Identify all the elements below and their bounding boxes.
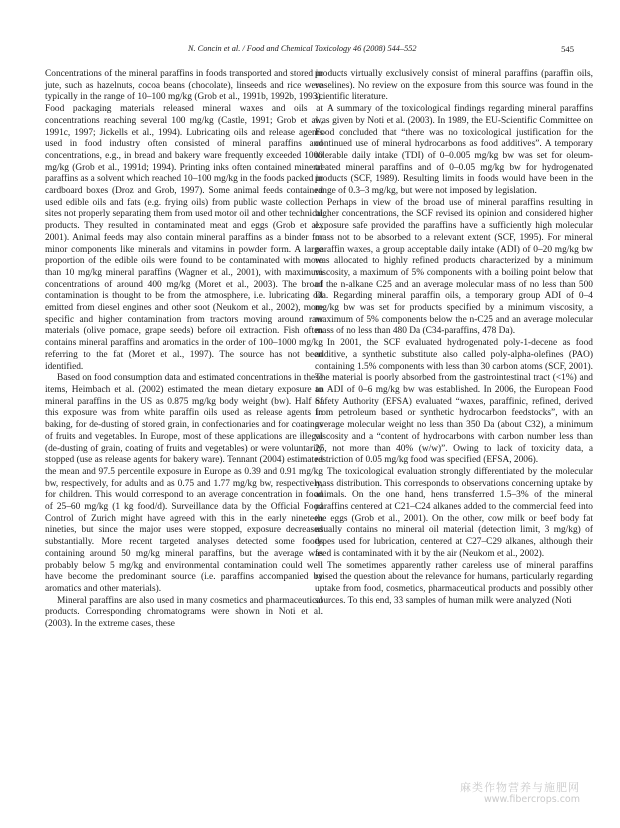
left-column	[45, 69, 323, 631]
paragraph: Mineral paraffins are also used in many cosmetics and pharmaceutical products. Corresponding chromatograms were shown in Noti et al. (2003). In the extreme cases, these	[45, 595, 323, 630]
paragraph: products virtually exclusively consist of mineral paraffins (paraffin oils, vaselines). No review on the exposure from this source was found in the scientific literature.	[315, 69, 593, 103]
paragraph: The toxicological evaluation strongly differentiated by the molecular mass distribution. This corresponds to observations concerning uptake by animals. On the one hand, hens transferred 1.5–3% of the mineral paraffins centered at C21–C24 alkanes added to the commercial feed into the eggs (Grob et al., 2001). On the other, cow milk or beef body fat usually contains no mineral oil material (detection limit, 3 mg/kg) of types used for lubrication, centered at C27–C29 alkanes, although their feed is contaminated with it by the air (Neukom et al., 2002).	[315, 466, 593, 559]
page-number: 545	[561, 44, 574, 54]
journal-citation: N. Concin et al. / Food and Chemical Toxicology 46 (2008) 544–552	[188, 44, 417, 53]
paragraph: A summary of the toxicological findings regarding mineral paraffins was given by Noti et al. (2003). In 1989, the EU-Scientific Committee on Food concluded that “there was no toxicological justification for the continued use of mineral hydrocarbons as food additives”. A temporary tolerable daily intake (TDI) of 0–0.005 mg/kg bw was set for oleum-treated mineral paraffins and of 0–0.05 mg/kg bw for hydrogenated products (SCF, 1989). Resulting limits in foods would have been in the range of 0.3–3 mg/kg, but were not imposed by legislation.	[315, 104, 593, 197]
watermark-line-2: www.fibercrops.com	[483, 794, 580, 805]
paragraph: In 2001, the SCF evaluated hydrogenated poly-1-decene as food additive, a synthetic substitute also called poly-alpha-olefines (PAO) containing 1.5% components with less than 30 carbon atoms (SCF, 2001). The material is poorly absorbed from the gastrointestinal tract (<1%) and an ADI of 0–6 mg/kg bw was established. In 2006, the European Food Safety Authority (EFSA) evaluated “waxes, paraffinic, refined, derived from petroleum based or synthetic hydrocarbon feedstocks”, with an average molecular weight no less than 350 Da (about C32), a minimum viscosity and a “content of hydrocarbons with carbon number less than 25, not more than 40% (w/w)”. Owing to lack of toxicity data, a restriction of 0.05 mg/kg food was specified (EFSA, 2006).	[315, 338, 593, 466]
paragraph: Perhaps in view of the broad use of mineral paraffins resulting in higher concentrations, the SCF revised its opinion and considered higher exposure safe provided the paraffins have a sufficiently high molecular mass not to be absorbed to a relevant extent (SCF, 1995). For mineral paraffin waxes, a group acceptable daily intake (ADI) of 0–20 mg/kg bw was allocated to highly refined products characterized by a minimum viscosity, a maximum of 5% components with a boiling point below that of the n-alkane C25 and an average molecular mass of no less than 500 Da. Regarding mineral paraffin oils, a temporary group ADI of 0–4 mg/kg bw was set for products specified by a minimum viscosity, a maximum of 5% components below the n-C25 and an average molecular mass of no less than 480 Da (C34-paraffins, 478 Da).	[315, 197, 593, 337]
watermark-line-1: 麻类作物营养与施肥网	[460, 781, 580, 794]
running-header	[0, 44, 620, 58]
site-watermark	[430, 782, 580, 806]
paragraph: Concentrations of the mineral paraffins in foods transported and stored in jute, such as hazelnuts, cocoa beans (chocolate), linseeds and rice were typically in the range of 10–100 mg/kg (Grob et al., 1991b, 1992b, 1993). Food packaging materials released mineral waxes and oils at concentrations reaching several 100 mg/kg (Castle, 1991; Grob et al., 1991c, 1997; Jickells et al., 1994). Lubricating oils and release agents used in food industry often consisted of mineral paraffins and concentrations, e.g., in bread and bakery ware frequently exceeded 1000 mg/kg (Grob et al., 1991d; 1994). Printing inks often contained mineral paraffins as a solvent which reached 10–100 mg/kg in the foods packed in cardboard boxes (Droz and Grob, 1997). Some animal feeds contained used edible oils and fats (e.g. frying oils) from public waste collection sites not properly separating them from used motor oil and other technical products. They resulted in contaminated meat and eggs (Grob et al., 2001). Animal feeds may also contain mineral paraffins as a binder for minor components like minerals and vitamins in powder form. A large proportion of the edible oils were found to be contaminated with more than 10 mg/kg mineral paraffins (Wagner et al., 2001), with maximum concentrations of around 400 mg/kg (Moret et al., 2003). The broad contamination is thought to be from the atmosphere, i.e. lubricating oil emitted from diesel engines and other soot (Neukom et al., 2002), more specific and higher contamination from tractors moving around raw materials (olive pomace, grape seeds) before oil extraction. Fish often contains mineral paraffins and aromatics in the order of 100–1000 mg/kg referring to the fat (Moret et al., 1997). The source has not been identified.	[45, 69, 323, 372]
right-column	[315, 69, 593, 607]
paragraph: Based on food consumption data and estimated concentrations in these items, Heimbach et al. (2002) estimated the mean dietary exposure to mineral paraffins in the US as 0.875 mg/kg body weight (bw). Half of this exposure was from white paraffin oils used as release agents in baking, for de-dusting of stored grain, in confectionaries and for coatings of fruits and vegetables. In Europe, most of these applications are illegal (de-dusting of grain, coating of fruits and vegetables) or were voluntarily stopped (use as release agents for bakery ware). Tennant (2004) estimated the mean and 97.5 percentile exposure in Europe as 0.39 and 0.91 mg/kg bw, respectively, for adults and as 0.75 and 1.77 mg/kg bw, respectively, for children. This would correspond to an average concentration in food of 25–60 mg/kg (1 kg food/d). Surveillance data by the Official Food Control of Zurich might have agreed with this in the early nineteen nineties, but since the major uses were stopped, exposure decreased substantially. More recent targeted analyses detected some foods containing around 50 mg/kg mineral paraffins, but the average was probably below 5 mg/kg and environmental contamination could well have become the predominant source (i.e. paraffins accompanied by aromatics and other materials).	[45, 373, 323, 594]
paragraph: The sometimes apparently rather careless use of mineral paraffins raised the question about the relevance for humans, particularly regarding uptake from food, cosmetics, pharmaceutical products and possibly other sources. To this end, 33 samples of human milk were analyzed (Noti	[315, 560, 593, 606]
